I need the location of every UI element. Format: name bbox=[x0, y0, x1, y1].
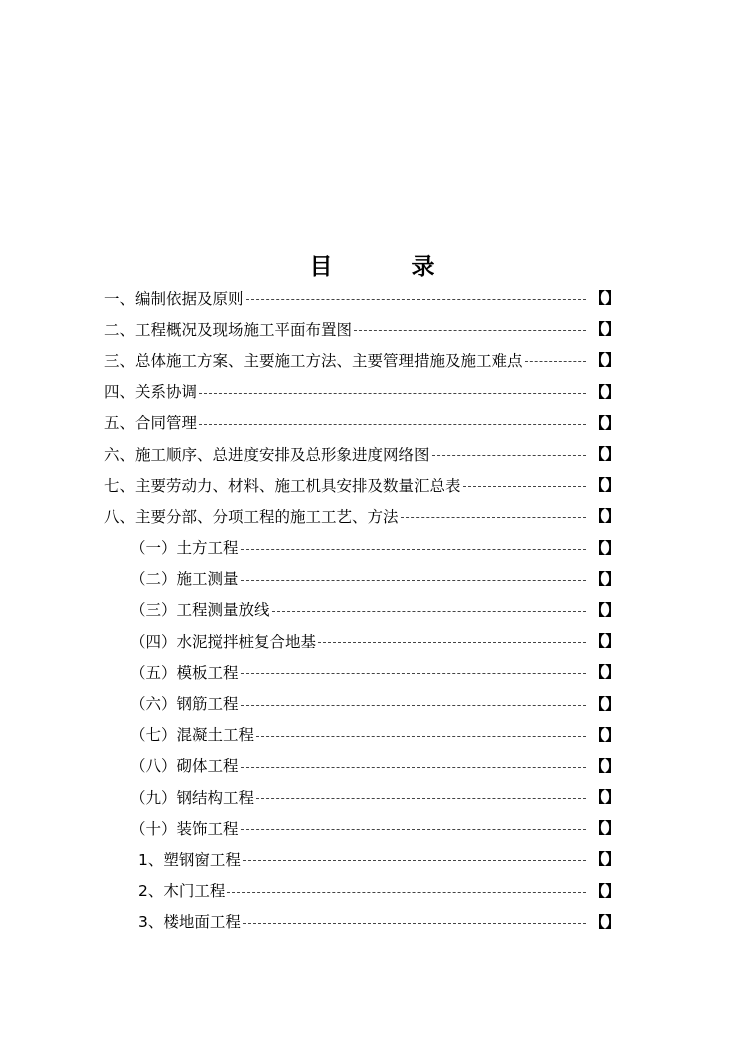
dot-leader bbox=[241, 673, 586, 674]
toc-entry-label: 六、施工顺序、总进度安排及总形象进度网络图 bbox=[104, 445, 430, 464]
toc-page-number: 【】 bbox=[589, 912, 620, 931]
toc-page-number: 【】 bbox=[589, 663, 620, 682]
dot-leader bbox=[227, 892, 586, 893]
toc-entry-label: 1、塑钢窗工程 bbox=[138, 850, 241, 869]
toc-entry-label: （六）钢筋工程 bbox=[130, 695, 239, 714]
dot-leader bbox=[272, 611, 586, 612]
dot-leader bbox=[354, 330, 586, 331]
toc-entry[interactable] bbox=[104, 687, 620, 718]
dot-leader bbox=[243, 860, 586, 861]
toc-page-number: 【】 bbox=[589, 382, 620, 401]
toc-page-number: 【】 bbox=[589, 289, 620, 308]
dot-leader bbox=[199, 424, 586, 425]
toc-entry-label: （一）土方工程 bbox=[130, 539, 239, 558]
toc-page-number: 【】 bbox=[589, 507, 620, 526]
toc-entry-label: 二、工程概况及现场施工平面布置图 bbox=[104, 320, 353, 339]
toc-entry[interactable] bbox=[104, 438, 620, 469]
toc-entry-label: （五）模板工程 bbox=[130, 663, 239, 682]
dot-leader bbox=[241, 705, 586, 706]
toc-entry[interactable] bbox=[104, 376, 620, 407]
dot-leader bbox=[241, 829, 586, 830]
toc-entry[interactable] bbox=[104, 843, 620, 874]
dot-leader bbox=[199, 393, 586, 394]
toc-entry[interactable] bbox=[104, 625, 620, 656]
toc-entry-label: 2、木门工程 bbox=[138, 882, 226, 901]
toc-entry[interactable] bbox=[104, 656, 620, 687]
toc-entry-label: （十）装饰工程 bbox=[130, 819, 239, 838]
toc-page-number: 【】 bbox=[589, 600, 620, 619]
toc-page-number: 【】 bbox=[589, 445, 620, 464]
dot-leader bbox=[256, 798, 586, 799]
toc-entry-label: （四）水泥搅拌桩复合地基 bbox=[130, 632, 317, 651]
toc-entry-label: 三、总体施工方案、主要施工方法、主要管理措施及施工难点 bbox=[104, 351, 523, 370]
toc-page-number: 【】 bbox=[589, 756, 620, 775]
toc-entry-label: 七、主要劳动力、材料、施工机具安排及数量汇总表 bbox=[104, 476, 461, 495]
toc-entry[interactable] bbox=[104, 719, 620, 750]
dot-leader bbox=[318, 642, 586, 643]
toc-entry[interactable] bbox=[104, 532, 620, 563]
toc-page-number: 【】 bbox=[589, 569, 620, 588]
toc-entry-label: （九）钢结构工程 bbox=[130, 788, 255, 807]
toc-entry[interactable] bbox=[104, 469, 620, 500]
dot-leader bbox=[432, 455, 586, 456]
toc-entry-label: 四、关系协调 bbox=[104, 383, 198, 402]
table-of-contents bbox=[104, 282, 620, 937]
toc-entry-label: 五、合同管理 bbox=[104, 414, 198, 433]
dot-leader bbox=[401, 517, 586, 518]
dot-leader bbox=[241, 549, 586, 550]
toc-entry-label: 3、楼地面工程 bbox=[138, 913, 241, 932]
toc-page-number: 【】 bbox=[589, 694, 620, 713]
toc-entry[interactable] bbox=[104, 344, 620, 375]
dot-leader bbox=[246, 299, 586, 300]
dot-leader bbox=[243, 923, 586, 924]
toc-entry-label: （三）工程测量放线 bbox=[130, 601, 270, 620]
toc-entry-label: （八）砌体工程 bbox=[130, 757, 239, 776]
toc-page-number: 【】 bbox=[589, 725, 620, 744]
toc-entry[interactable] bbox=[104, 812, 620, 843]
toc-page-number: 【】 bbox=[589, 788, 620, 807]
toc-entry[interactable] bbox=[104, 906, 620, 937]
toc-entry-label: （二）施工测量 bbox=[130, 570, 239, 589]
toc-page-number: 【】 bbox=[589, 351, 620, 370]
toc-page-number: 【】 bbox=[589, 632, 620, 651]
dot-leader bbox=[241, 580, 586, 581]
toc-entry[interactable] bbox=[104, 750, 620, 781]
toc-entry-label: 一、编制依据及原则 bbox=[104, 289, 244, 308]
dot-leader bbox=[525, 361, 586, 362]
toc-page-number: 【】 bbox=[589, 320, 620, 339]
toc-entry[interactable] bbox=[104, 407, 620, 438]
toc-page-number: 【】 bbox=[589, 538, 620, 557]
toc-page-number: 【】 bbox=[589, 850, 620, 869]
toc-page-number: 【】 bbox=[589, 881, 620, 900]
dot-leader bbox=[256, 736, 586, 737]
dot-leader bbox=[463, 486, 586, 487]
toc-page-number: 【】 bbox=[589, 476, 620, 495]
toc-entry[interactable] bbox=[104, 313, 620, 344]
toc-page-number: 【】 bbox=[589, 819, 620, 838]
toc-entry-label: （七）混凝土工程 bbox=[130, 726, 255, 745]
toc-entry[interactable] bbox=[104, 594, 620, 625]
toc-title: 目 录 bbox=[309, 254, 463, 280]
toc-entry[interactable] bbox=[104, 781, 620, 812]
toc-entry-label: 八、主要分部、分项工程的施工工艺、方法 bbox=[104, 507, 399, 526]
toc-entry[interactable] bbox=[104, 500, 620, 531]
toc-entry[interactable] bbox=[104, 282, 620, 313]
toc-entry[interactable] bbox=[104, 563, 620, 594]
dot-leader bbox=[241, 767, 586, 768]
toc-page-number: 【】 bbox=[589, 413, 620, 432]
toc-entry[interactable] bbox=[104, 875, 620, 906]
